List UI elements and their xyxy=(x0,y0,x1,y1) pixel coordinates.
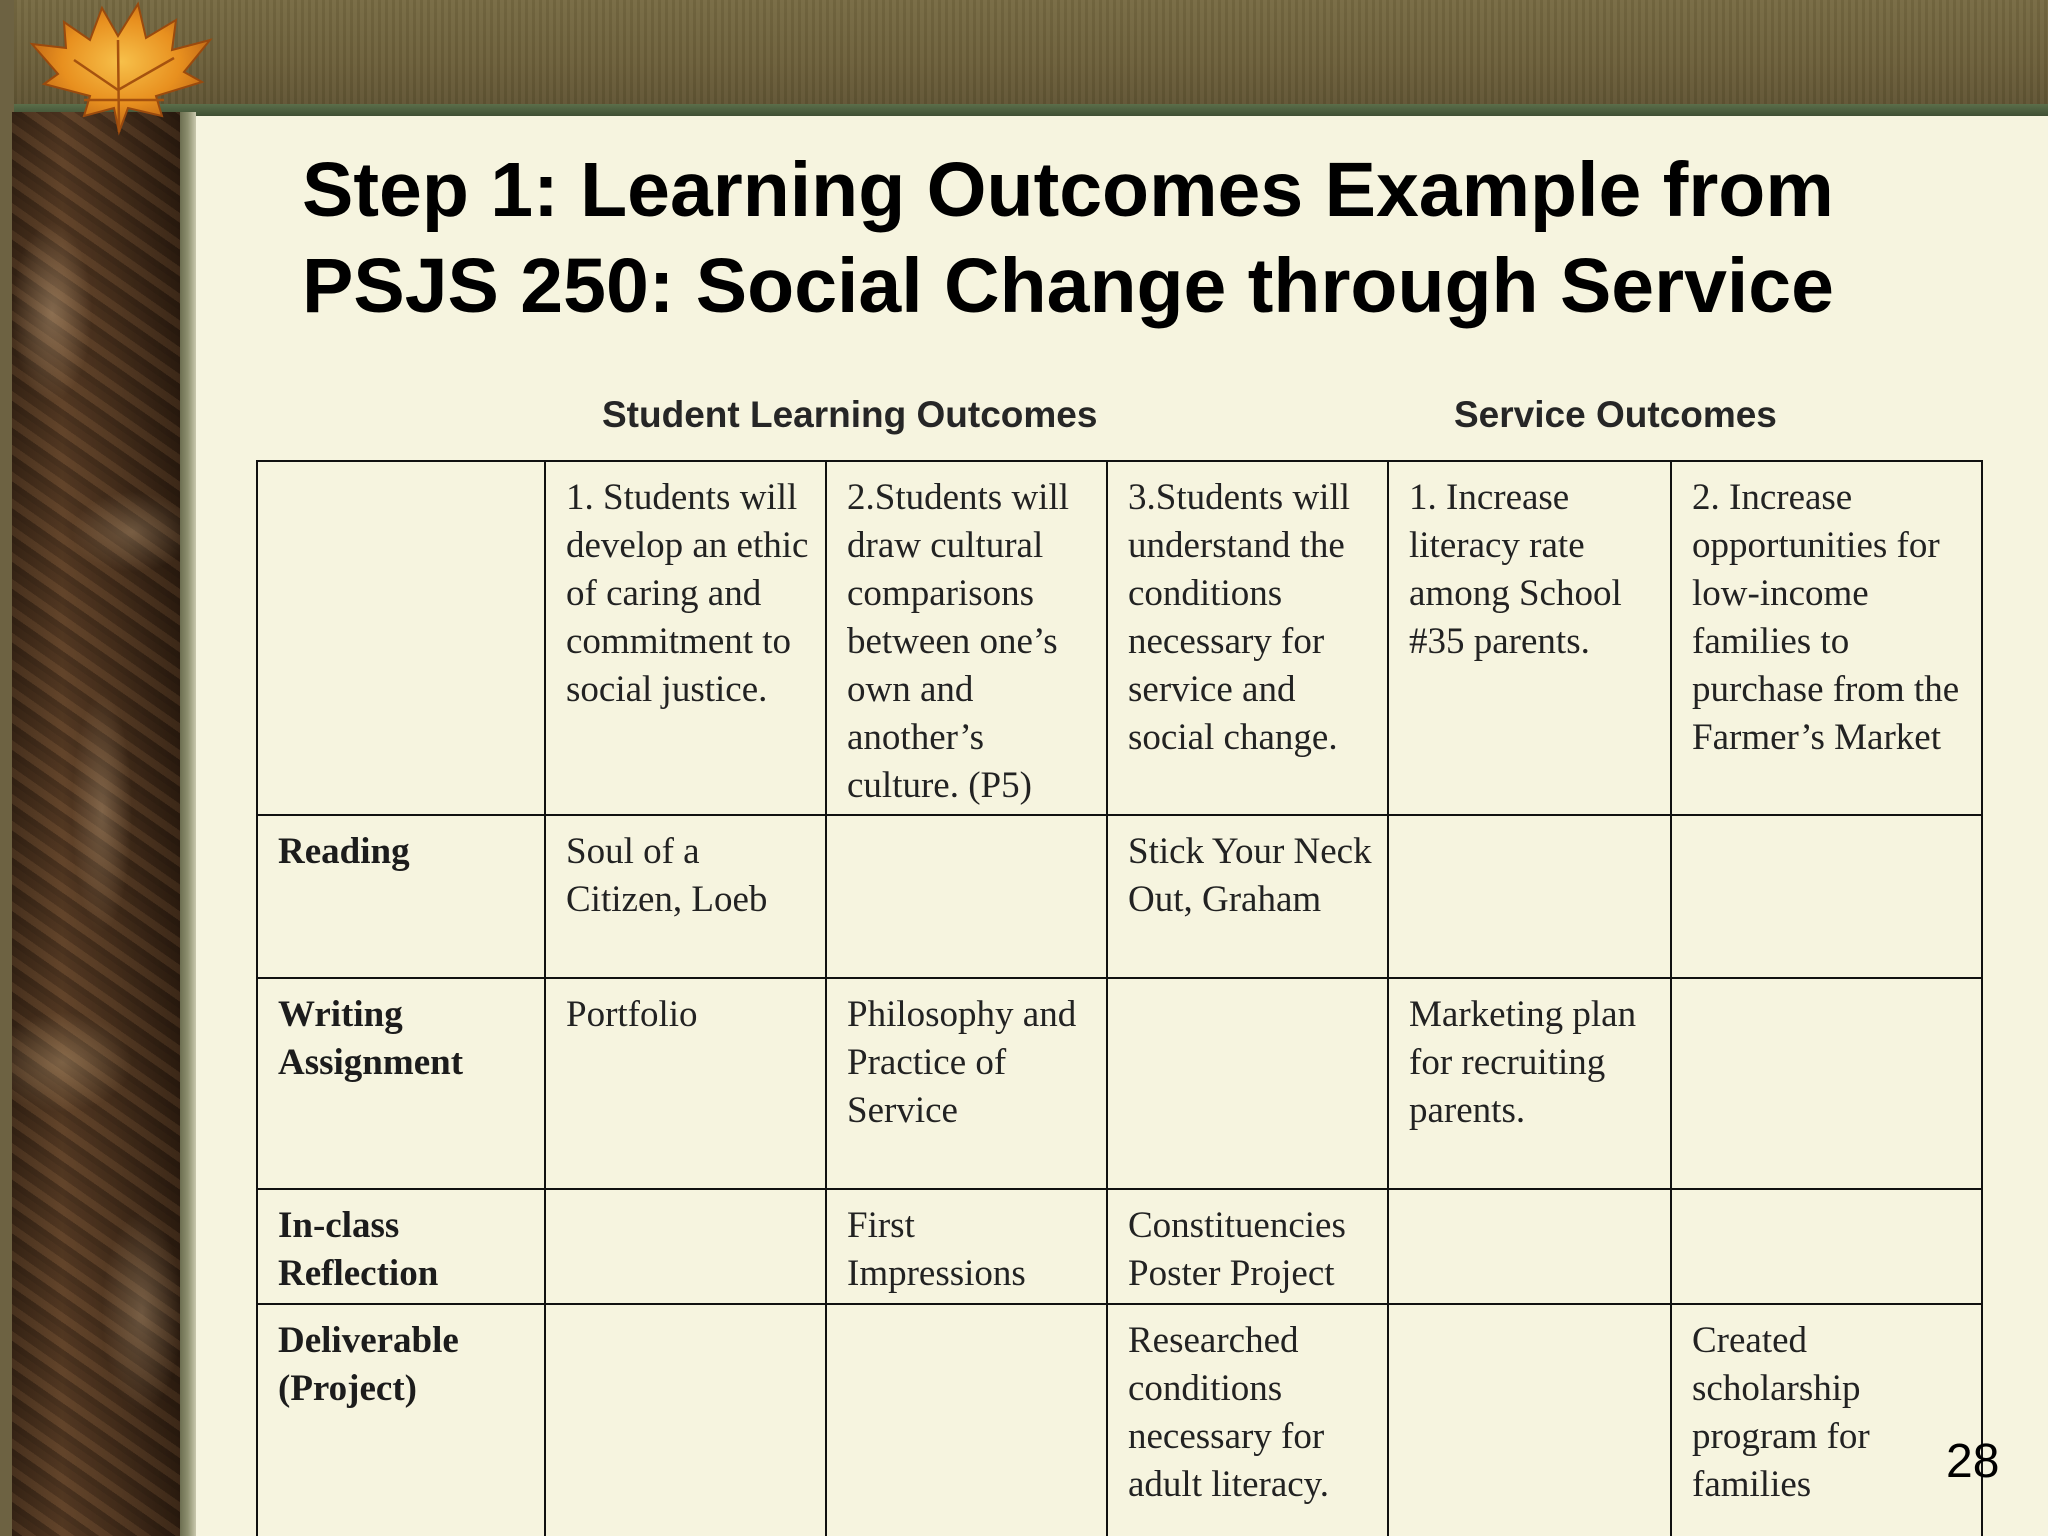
column-edge xyxy=(180,112,196,1536)
maple-leaf-icon xyxy=(14,0,224,140)
table-cell: Marketing plan for recruiting parents. xyxy=(1388,978,1671,1189)
table-cell xyxy=(826,1304,1107,1536)
outcome-header-cell: 2.Students will draw cultural comparisons between one’s own and another’s culture. (P5) xyxy=(826,461,1107,815)
table-cell xyxy=(1388,815,1671,978)
slide-title-line-1: Step 1: Learning Outcomes Example from xyxy=(302,147,1834,233)
slide-title xyxy=(302,142,2002,334)
outcomes-table xyxy=(256,460,1983,1536)
top-decorative-band xyxy=(0,0,2048,112)
outcome-header-cell: 3.Students will understand the conditions necessary for service and social change. xyxy=(1107,461,1388,815)
slide-title-line-2: PSJS 250: Social Change through Service xyxy=(302,243,1834,329)
table-row-deliverable-project xyxy=(257,1304,1982,1536)
student-learning-outcomes-header: Student Learning Outcomes xyxy=(602,394,1098,435)
table-cell xyxy=(1671,978,1982,1189)
row-label: Deliverable (Project) xyxy=(257,1304,545,1536)
table-cell xyxy=(1671,815,1982,978)
table-cell xyxy=(826,815,1107,978)
top-band-edge xyxy=(0,104,2048,116)
table-cell: Soul of a Citizen, Loeb xyxy=(545,815,826,978)
table-row-in-class-reflection xyxy=(257,1189,1982,1304)
table-cell: Created scholarship program for families xyxy=(1671,1304,1982,1536)
table-row-writing-assignment xyxy=(257,978,1982,1189)
table-cell: Researched conditions necessary for adult literacy. xyxy=(1107,1304,1388,1536)
table-cell xyxy=(1388,1304,1671,1536)
table-cell: Philosophy and Practice of Service xyxy=(826,978,1107,1189)
table-cell: Stick Your Neck Out, Graham xyxy=(1107,815,1388,978)
table-cell: Constituencies Poster Project xyxy=(1107,1189,1388,1304)
table-cell xyxy=(1107,978,1388,1189)
row-label: Writing Assignment xyxy=(257,978,545,1189)
table-cell: Portfolio xyxy=(545,978,826,1189)
service-outcomes-header: Service Outcomes xyxy=(1454,394,1777,435)
table-header-row xyxy=(257,461,1982,815)
table-row-reading xyxy=(257,815,1982,978)
page-number: 28 xyxy=(1946,1435,2000,1488)
outcome-header-cell: 2. Increase opportunities for low-income families to purchase from the Farmer’s Market xyxy=(1671,461,1982,815)
row-label: Reading xyxy=(257,815,545,978)
outcome-header-cell: 1. Increase literacy rate among School #35 parents. xyxy=(1388,461,1671,815)
row-label: In-class Reflection xyxy=(257,1189,545,1304)
table-cell xyxy=(1671,1189,1982,1304)
corner-cell xyxy=(257,461,545,815)
table-cell xyxy=(545,1189,826,1304)
table-cell xyxy=(1388,1189,1671,1304)
table-cell xyxy=(545,1304,826,1536)
outcome-header-cell: 1. Students will develop an ethic of caring and commitment to social justice. xyxy=(545,461,826,815)
marble-column-decoration xyxy=(12,112,180,1536)
table-cell: First Impressions xyxy=(826,1189,1107,1304)
